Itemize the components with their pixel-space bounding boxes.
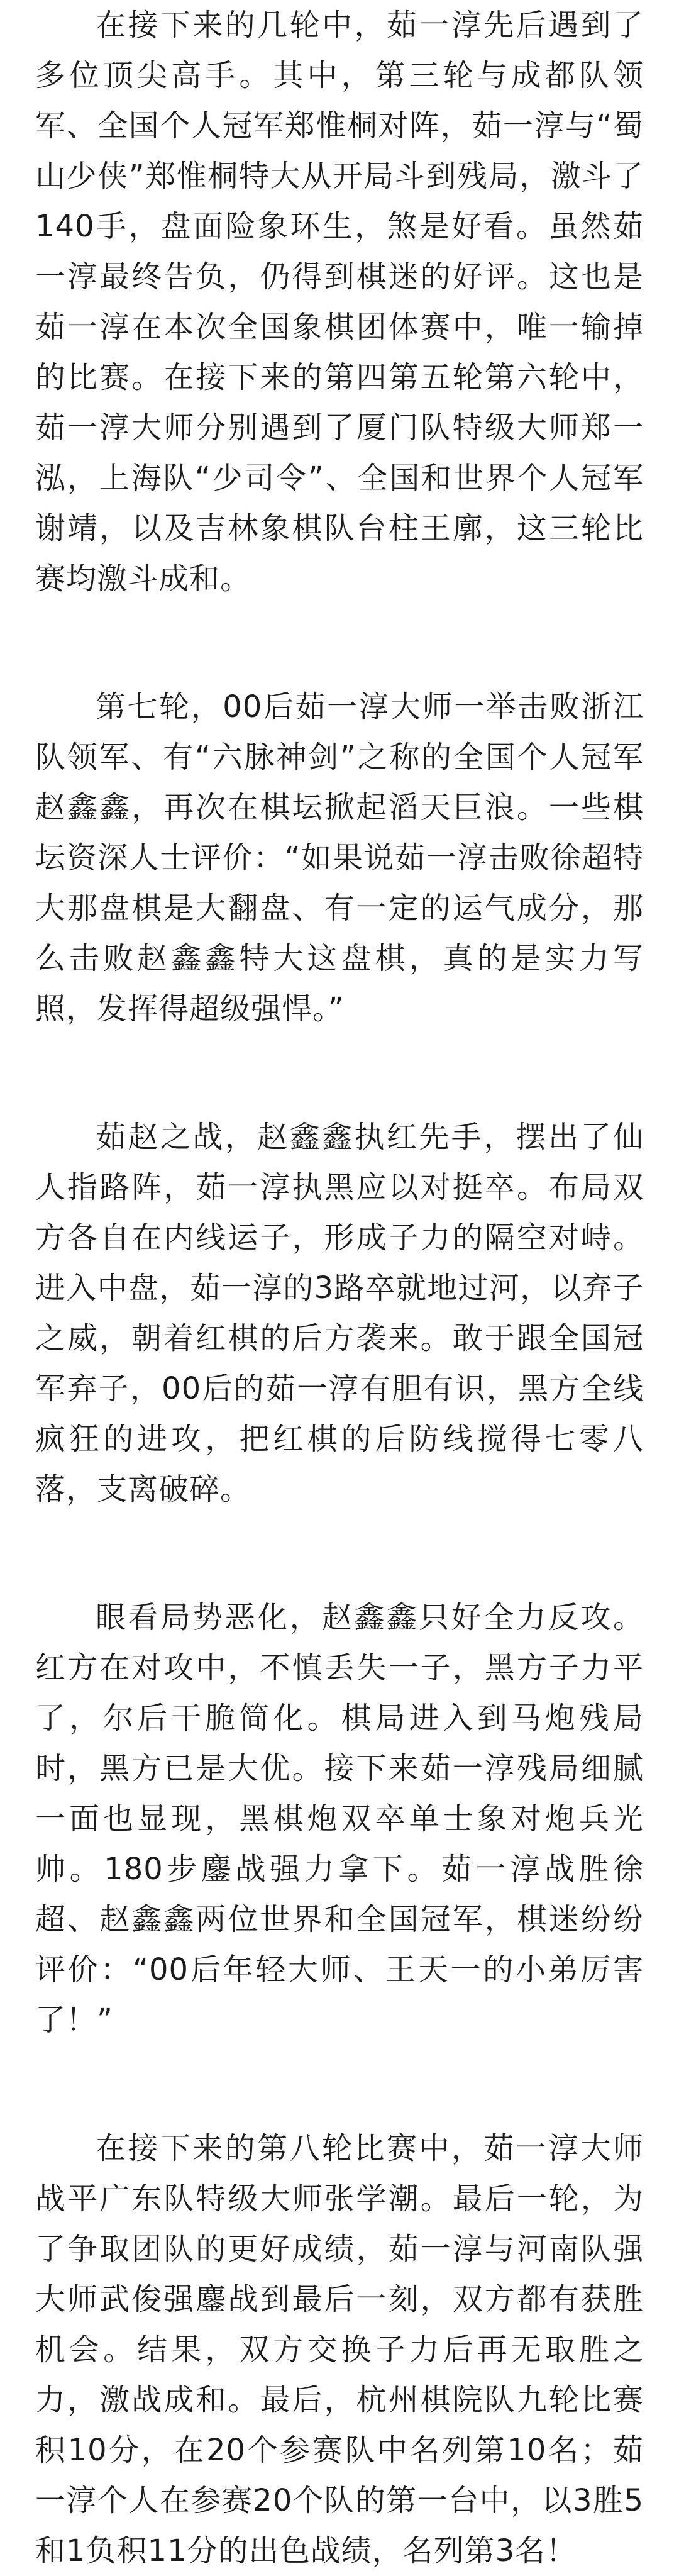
article-body: [35, 0, 644, 2576]
paragraph-round-seven: 第七轮，00后茹一淳大师一举击败浙江队领军、有“六脉神剑”之称的全国个人冠军赵鑫鑫，再次在棋坛掀起滔天巨浪。一些棋坛资深人士评价：“如果说茹一淳击败徐超特大那盘棋是大翻盘、有一定的运气成分，那么击败赵鑫鑫特大这盘棋，真的是实力写照，发挥得超级强悍。”: [35, 689, 644, 1026]
paragraph-endgame: 眼看局势恶化，赵鑫鑫只好全力反攻。红方在对攻中，不慎丢失一子，黑方子力平了，尔后干脆简化。棋局进入到马炮残局时，黑方已是大优。接下来茹一淳残局细腻一面也显现，黑棋炮双卒单士象对炮兵光帅。180步鏖战强力拿下。茹一淳战胜徐超、赵鑫鑫两位世界和全国冠军，棋迷纷纷评价：“00后年轻大师、王天一的小弟厉害了！”: [35, 1600, 644, 2038]
paragraph-ru-zhao-game: 茹赵之战，赵鑫鑫执红先手，摆出了仙人指路阵，茹一淳执黑应以对挺卒。布局双方各自在内线运子，形成子力的隔空对峙。进入中盘，茹一淳的3路卒就地过河，以弃子之威，朝着红棋的后方袭来。敢于跟全国冠军弃子，00后的茹一淳有胆有识，黑方全线疯狂的进攻，把红棋的后防线搅得七零八落，支离破碎。: [35, 1119, 644, 1507]
paragraph-round-three-to-six: 在接下来的几轮中，茹一淳先后遇到了多位顶尖高手。其中，第三轮与成都队领军、全国个人冠军郑惟桐对阵，茹一淳与“蜀山少侠”郑惟桐特大从开局斗到残局，激斗了140手，盘面险象环生，煞是好看。虽然茹一淳最终告负，仍得到棋迷的好评。这也是茹一淳在本次全国象棋团体赛中，唯一输掉的比赛。在接下来的第四第五轮第六轮中，茹一淳大师分别遇到了厦门队特级大师郑一泓，上海队“少司令”、全国和世界个人冠军谢靖，以及吉林象棋队台柱王廓，这三轮比赛均激斗成和。: [35, 8, 644, 596]
paragraph-final-rounds: 在接下来的第八轮比赛中，茹一淳大师战平广东队特级大师张学潮。最后一轮，为了争取团队的更好成绩，茹一淳与河南队强大师武俊强鏖战到最后一刻，双方都有获胜机会。结果，双方交换子力后再无取胜之力，激战成和。最后，杭州棋院队九轮比赛积10分，在20个参赛队中名列第10名；茹一淳个人在参赛20个队的第一台中，以3胜5和1负积11分的出色战绩，名列第3名！: [35, 2131, 644, 2568]
